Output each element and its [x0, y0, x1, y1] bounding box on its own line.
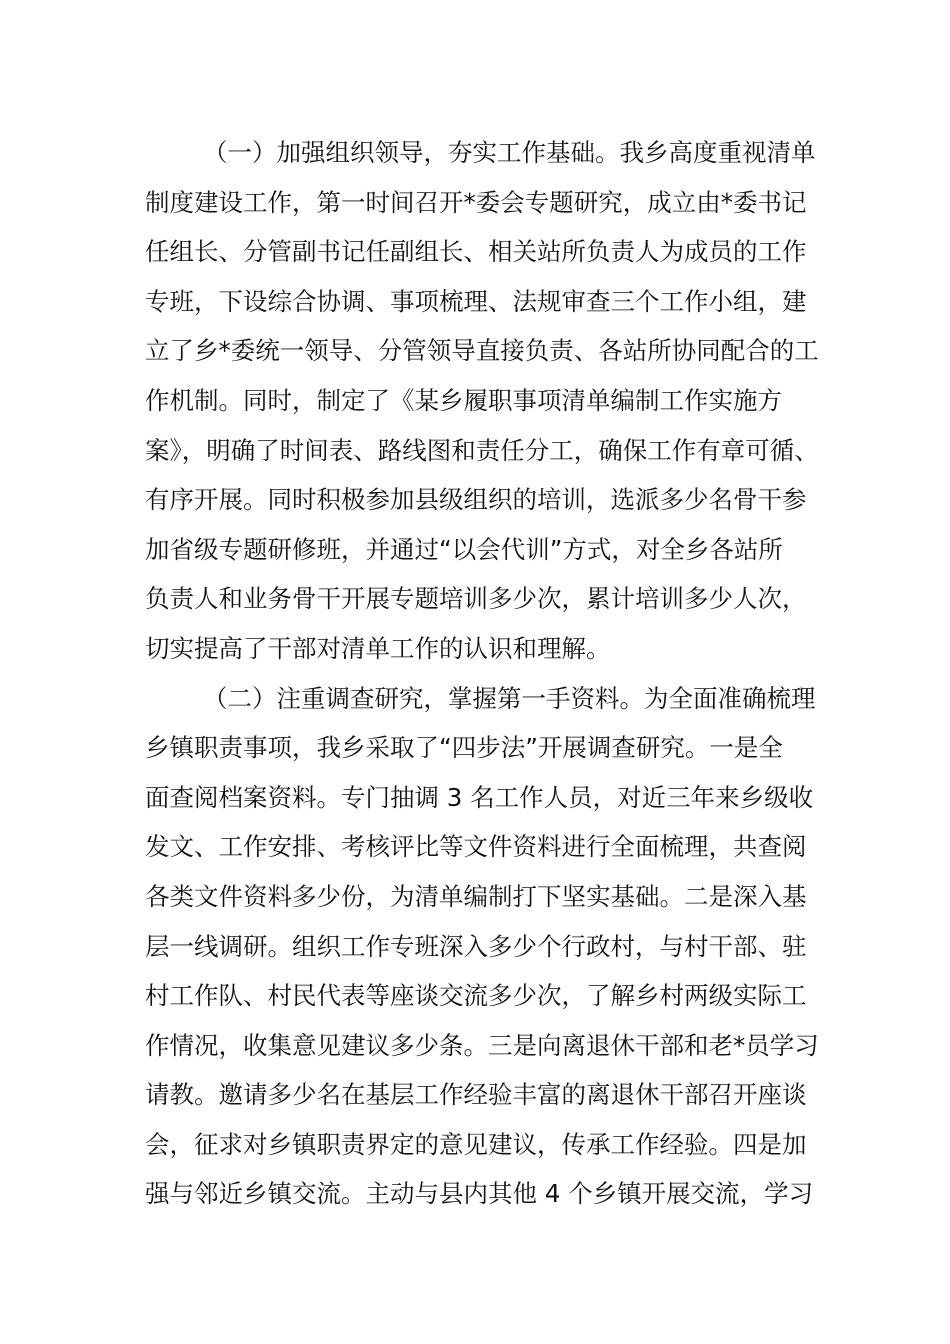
text-line: 请教。邀请多少名在基层工作经验丰富的离退休干部召开座谈 — [145, 1080, 807, 1110]
paragraph-2 — [145, 674, 819, 1220]
text-line: 会，征求对乡镇职责界定的意见建议，传承工作经验。四是加 — [145, 1129, 807, 1159]
text-line: 村工作队、村民代表等座谈交流多少次，了解乡村两级实际工 — [145, 981, 807, 1011]
text-line: 制度建设工作，第一时间召开*委会专题研究，成立由*委书记 — [145, 187, 807, 217]
text-line: 乡镇职责事项，我乡采取了“四步法”开展调查研究。一是全 — [145, 733, 783, 763]
text-line: （一）加强组织领导，夯实工作基础。我乡高度重视清单 — [203, 138, 816, 167]
text-line: 加省级专题研修班，并通过“以会代训”方式，对全乡各站所 — [145, 534, 783, 564]
text-line: 切实提高了干部对清单工作的认识和理解。 — [145, 633, 611, 663]
text-line: 专班，下设综合协调、事项梳理、法规审查三个工作小组，建 — [145, 286, 807, 316]
text-line: 负责人和业务骨干开展专题培训多少次，累计培训多少人次， — [145, 584, 807, 614]
text-line: 面查阅档案资料。专门抽调 3 名工作人员，对近三年来乡级收 — [145, 782, 814, 812]
text-line: 有序开展。同时积极参加县级组织的培训，选派多少名骨干参 — [145, 485, 807, 515]
text-line: 各类文件资料多少份，为清单编制打下坚实基础。二是深入基 — [145, 881, 807, 911]
document-body — [145, 128, 819, 1219]
text-line: 案》，明确了时间表、路线图和责任分工，确保工作有章可循、 — [145, 435, 819, 465]
text-line: 任组长、分管副书记任副组长、相关站所负责人为成员的工作 — [145, 237, 807, 267]
text-line: 强与邻近乡镇交流。主动与县内其他 4 个乡镇开展交流，学习 — [145, 1179, 814, 1209]
text-line: 作情况，收集意见建议多少条。三是向离退休干部和老*员学习 — [145, 1030, 819, 1060]
text-line: 立了乡*委统一领导、分管领导直接负责、各站所协同配合的工 — [145, 336, 819, 366]
text-line: （二）注重调查研究，掌握第一手资料。为全面准确梳理 — [203, 683, 816, 713]
text-line: 作机制。同时，制定了《某乡履职事项清单编制工作实施方 — [145, 385, 782, 415]
text-line: 层一线调研。组织工作专班深入多少个行政村，与村干部、驻 — [145, 931, 807, 961]
text-line: 发文、工作安排、考核评比等文件资料进行全面梳理，共查阅 — [145, 832, 807, 862]
paragraph-1 — [145, 128, 819, 674]
